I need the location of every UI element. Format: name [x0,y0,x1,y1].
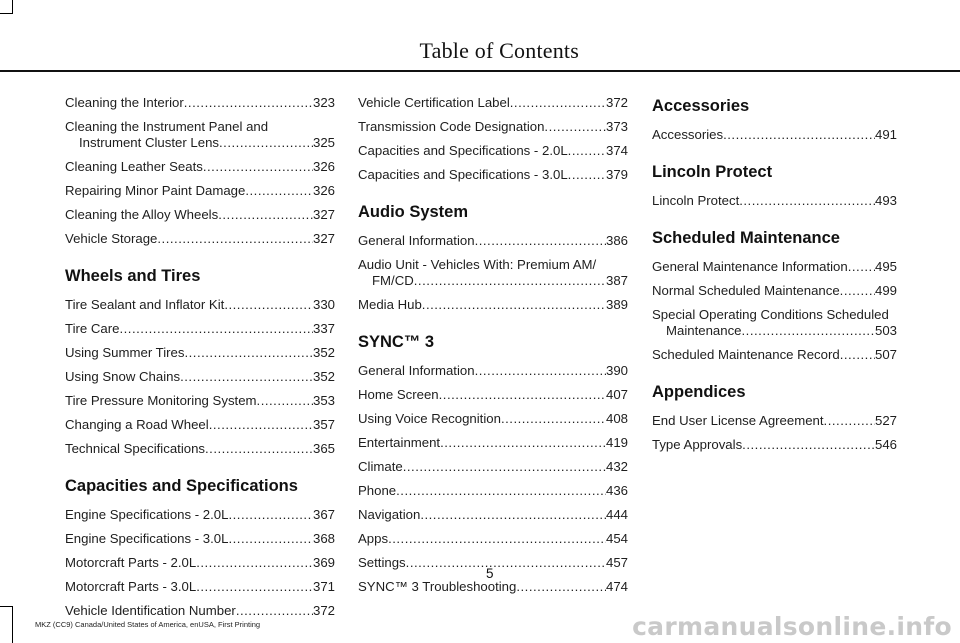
toc-entry[interactable] [65,207,335,223]
crop-mark-top-left-vertical [12,0,13,14]
toc-entry-page: 507 [874,347,897,362]
toc-entry-page: 379 [605,167,628,182]
toc-entry[interactable] [358,297,628,313]
dot-leader [157,231,313,247]
toc-entry-page: 337 [312,321,335,336]
toc-entry-title: Vehicle Identification Number [65,603,236,618]
toc-entry[interactable] [65,603,335,619]
toc-entry-title: Capacities and Specifications - 3.0L [358,167,568,182]
toc-entry-title: Special Operating Conditions Scheduled [652,307,889,322]
dot-leader [209,417,313,433]
toc-entry-page: 499 [874,283,897,298]
toc-entry[interactable] [358,483,628,499]
toc-entry-title: Accessories [652,127,724,142]
page-number: 5 [486,566,494,581]
section-heading: Lincoln Protect [652,163,773,181]
toc-entry-page: 352 [312,345,335,360]
toc-entry-page: 368 [312,531,335,546]
dot-leader [568,167,606,183]
toc-column-2 [358,95,628,603]
toc-entry[interactable] [358,435,628,451]
toc-entry[interactable] [65,95,335,111]
toc-entry[interactable] [65,345,335,361]
toc-entry[interactable] [65,417,335,433]
toc-entry-title: Vehicle Storage [65,231,158,246]
toc-entry-title: Climate [358,459,403,474]
toc-entry-title: Entertainment [358,435,441,450]
toc-entry-title: Apps [358,531,389,546]
toc-entry-continuation [358,273,628,289]
toc-entry-title: SYNC™ 3 Troubleshooting [358,579,517,594]
toc-entry[interactable] [652,283,897,299]
dot-leader [742,437,875,453]
toc-entry-page: 493 [874,193,897,208]
dot-leader [236,603,313,619]
dot-leader [184,95,313,111]
toc-entry[interactable] [65,579,335,595]
dot-leader [739,193,875,209]
toc-entry-page: 372 [605,95,628,110]
toc-entry-title: End User License Agreement [652,413,824,428]
dot-leader [414,273,606,289]
toc-entry-page: 369 [312,555,335,570]
toc-entry-title: Cleaning the Alloy Wheels [65,207,219,222]
dot-leader [245,183,313,199]
toc-entry-page: 327 [312,207,335,222]
dot-leader [119,321,313,337]
toc-entry[interactable] [652,413,897,429]
toc-entry-title: Motorcraft Parts - 3.0L [65,579,197,594]
dot-leader [180,369,313,385]
dot-leader [406,555,606,571]
toc-entry-page: 357 [312,417,335,432]
toc-entry-title: General Information [358,233,475,248]
dot-leader [840,347,875,363]
toc-entry-page: 374 [605,143,628,158]
dot-leader [184,345,313,361]
toc-entry-page: 323 [312,95,335,110]
toc-entry-page: 419 [605,435,628,450]
toc-entry[interactable] [358,257,628,289]
toc-entry-page: 330 [312,297,335,312]
footer-print-info: MKZ (CC9) Canada/United States of America, enUSA, First Printing [35,620,261,629]
toc-entry-page: 546 [874,437,897,452]
crop-mark-bottom-left-vertical [12,606,13,643]
watermark: carmanualsonline.info [632,612,952,641]
toc-entry-page: 527 [874,413,897,428]
toc-entry[interactable] [652,307,897,339]
toc-entry-title: Cleaning the Instrument Panel and [65,119,269,134]
section-heading: Scheduled Maintenance [652,229,840,247]
toc-entry-continuation [652,323,897,339]
toc-entry-title-cont: Maintenance [666,323,742,338]
toc-entry-title: Technical Specifications [65,441,206,456]
toc-entry-page: 365 [312,441,335,456]
toc-entry-page: 353 [312,393,335,408]
toc-entry-title: General Maintenance Information [652,259,848,274]
dot-leader [848,259,875,275]
toc-entry[interactable] [652,193,897,209]
toc-entry[interactable] [65,507,335,523]
toc-entry-page: 436 [605,483,628,498]
dot-leader [205,441,313,457]
toc-entry-page: 326 [312,159,335,174]
toc-entry[interactable] [652,347,897,363]
dot-leader [257,393,313,409]
dot-leader [516,579,606,595]
dot-leader [544,119,606,135]
toc-entry-page: 408 [605,411,628,426]
toc-entry-title: Capacities and Specifications - 2.0L [358,143,568,158]
dot-leader [196,555,313,571]
toc-entry-page: 325 [312,135,335,150]
dot-leader [224,297,313,313]
toc-entry[interactable] [358,167,628,183]
section-heading: Wheels and Tires [65,267,201,285]
section-heading: Capacities and Specifications [65,477,298,495]
dot-leader [396,483,606,499]
toc-entry[interactable] [65,555,335,571]
toc-entry-title: Lincoln Protect [652,193,740,208]
toc-entry-title: Tire Sealant and Inflator Kit [65,297,225,312]
toc-entry-page: 474 [605,579,628,594]
toc-entry-title: Cleaning the Interior [65,95,184,110]
toc-entry[interactable] [65,369,335,385]
toc-entry[interactable] [358,387,628,403]
toc-entry-title: Changing a Road Wheel [65,417,209,432]
toc-entry-title: Navigation [358,507,421,522]
dot-leader [219,135,313,151]
dot-leader [510,95,606,111]
toc-entry-page: 432 [605,459,628,474]
toc-entry[interactable] [652,127,897,143]
toc-entry-title: Audio Unit - Vehicles With: Premium AM/ [358,257,597,272]
section-heading: Appendices [652,383,746,401]
toc-entry-page: 371 [312,579,335,594]
dot-leader [501,411,606,427]
toc-entry-title: Settings [358,555,406,570]
dot-leader [422,297,606,313]
toc-entry-page: 503 [874,323,897,338]
section-heading: Accessories [652,97,750,115]
toc-entry-title: Phone [358,483,397,498]
toc-entry-page: 495 [874,259,897,274]
toc-entry-page: 386 [605,233,628,248]
toc-entry[interactable] [358,233,628,249]
toc-entry[interactable] [65,531,335,547]
page-title: Table of Contents [419,38,579,63]
dot-leader [228,507,313,523]
toc-entry[interactable] [358,531,628,547]
dot-leader [439,387,606,403]
toc-entry[interactable] [358,119,628,135]
dot-leader [742,323,875,339]
toc-entry-title-cont: Instrument Cluster Lens [79,135,219,150]
toc-entry-page: 327 [312,231,335,246]
toc-entry-title: Repairing Minor Paint Damage [65,183,246,198]
toc-entry-title: Using Snow Chains [65,369,181,384]
toc-entry[interactable] [65,119,335,151]
toc-entry-page: 407 [605,387,628,402]
toc-entry-title: Engine Specifications - 2.0L [65,507,229,522]
toc-entry[interactable] [65,231,335,247]
toc-entry-page: 457 [605,555,628,570]
dot-leader [420,507,606,523]
toc-entry-title: Using Summer Tires [65,345,185,360]
dot-leader [475,233,606,249]
toc-entry-page: 389 [605,297,628,312]
toc-entry-page: 326 [312,183,335,198]
toc-entry-title: Tire Care [65,321,120,336]
toc-entry-page: 352 [312,369,335,384]
toc-entry[interactable] [65,441,335,457]
toc-entry-page: 372 [312,603,335,618]
dot-leader [824,413,875,429]
toc-entry-page: 454 [605,531,628,546]
dot-leader [440,435,606,451]
toc-entry-title: Engine Specifications - 3.0L [65,531,229,546]
toc-entry[interactable] [358,411,628,427]
toc-entry[interactable] [65,393,335,409]
toc-entry-title-cont: FM/CD [372,273,414,288]
dot-leader [475,363,606,379]
toc-entry-page: 387 [605,273,628,288]
section-heading: Audio System [358,203,469,221]
toc-entry[interactable] [65,183,335,199]
toc-entry-page: 367 [312,507,335,522]
toc-entry-continuation [65,135,335,151]
toc-entry-title: Type Approvals [652,437,743,452]
toc-entry-page: 373 [605,119,628,134]
toc-entry-title: Media Hub [358,297,422,312]
crop-mark-bottom-left-horizontal [0,606,13,607]
toc-entry[interactable] [652,437,897,453]
toc-entry[interactable] [358,507,628,523]
toc-entry[interactable] [358,95,628,111]
toc-entry-title: Tire Pressure Monitoring System [65,393,257,408]
toc-entry-page: 444 [605,507,628,522]
toc-entry[interactable] [65,159,335,175]
toc-entry-page: 491 [874,127,897,142]
toc-entry-title: Scheduled Maintenance Record [652,347,840,362]
toc-entry-title: Using Voice Recognition [358,411,501,426]
dot-leader [723,127,875,143]
dot-leader [568,143,606,159]
toc-entry-title: General Information [358,363,475,378]
toc-entry-title: Cleaning Leather Seats [65,159,203,174]
dot-leader [840,283,875,299]
toc-entry[interactable] [358,579,628,595]
header-rule [0,70,960,72]
section-heading: SYNC™ 3 [358,333,435,351]
dot-leader [218,207,313,223]
toc-entry-title: Motorcraft Parts - 2.0L [65,555,197,570]
toc-entry[interactable] [65,321,335,337]
toc-entry[interactable] [358,143,628,159]
crop-mark-top-left-horizontal [0,13,13,14]
toc-entry-title: Transmission Code Designation [358,119,545,134]
toc-entry-title: Home Screen [358,387,439,402]
toc-column-3 [652,95,897,461]
toc-entry[interactable] [358,459,628,475]
toc-entry-title: Normal Scheduled Maintenance [652,283,840,298]
dot-leader [196,579,313,595]
dot-leader [388,531,606,547]
toc-entry-page: 390 [605,363,628,378]
toc-entry[interactable] [652,259,897,275]
toc-column-1 [65,95,335,627]
toc-entry[interactable] [65,297,335,313]
dot-leader [403,459,606,475]
toc-entry-title: Vehicle Certification Label [358,95,510,110]
dot-leader [228,531,313,547]
toc-entry[interactable] [358,363,628,379]
dot-leader [203,159,313,175]
